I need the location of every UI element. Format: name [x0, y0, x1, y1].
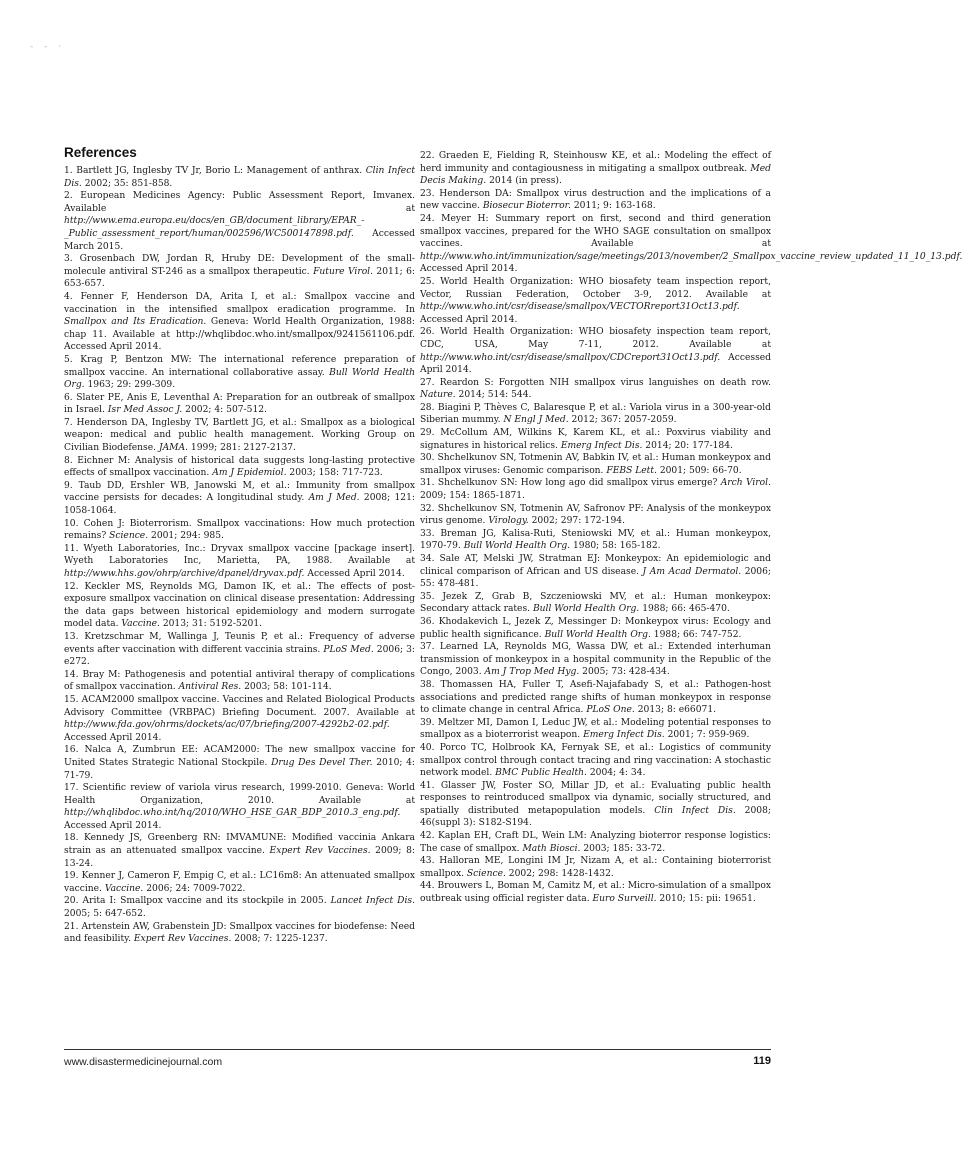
- reference-details: 2012; 367: 2057-2059.: [568, 415, 677, 426]
- scan-marks: - - ·: [30, 42, 66, 52]
- reference-source: FEBS Lett.: [606, 465, 657, 476]
- reference-text: 3. Grosenbach DW, Jordan R, Hruby DE: Development of the small-molecule antiviral ST-246 as a smallpox therapeutic.: [64, 254, 415, 277]
- references-heading: References: [64, 145, 137, 160]
- reference-details: 1988; 66: 747-752.: [650, 629, 742, 640]
- reference-text: 25. World Health Organization: WHO biosafety team inspection report, Vector, Russian Federation, October 3-9, 2012. Available at: [420, 276, 771, 300]
- reference-source: Emerg Infect Dis.: [560, 440, 643, 451]
- reference-text: 22. Graeden E, Fielding R, Steinhousw KE, et al.: Modeling the effect of herd immunity and contagiousness in mitigating a smallpox outbreak.: [420, 151, 771, 174]
- reference-source: Am J Epidemiol.: [212, 468, 287, 479]
- reference-text: 17. Scientific review of variola virus research, 1999-2010. Geneva: World Health Organization, 2010. Available at: [64, 783, 415, 806]
- reference-source: Med Decis Making.: [420, 163, 771, 187]
- reference-text: 30. Shchelkunov SN, Totmenin AV, Babkin IV, et al.: Human monkeypox and smallpox viruses: Genomic comparison.: [420, 453, 771, 476]
- reference-source: Bull World Health Org.: [463, 541, 571, 552]
- reference-entry: [64, 782, 415, 832]
- reference-text: 20. Arita I: Smallpox vaccine and its stockpile in 2005.: [64, 896, 331, 907]
- reference-text: 34. Sale AT, Melski JW, Stratman EJ: Monkeypox: An epidemiologic and clinical comparison of African and US disease.: [420, 554, 771, 577]
- reference-source: N Engl J Med.: [503, 415, 569, 426]
- reference-source: JAMA.: [158, 443, 189, 454]
- reference-source: http://www.who.int/immunization/sage/meetings/2013/november/2_Smallpox_vaccine_review_updated_11_10_13.pdf.: [420, 251, 962, 262]
- reference-text: 39. Meltzer MI, Damon I, Leduc JW, et al.: Modeling potential responses to smallpox as a bioterrorist weapon.: [420, 717, 771, 741]
- reference-details: 2002; 35: 851-858.: [81, 178, 173, 189]
- reference-source: Am J Trop Med Hyg.: [484, 667, 580, 678]
- reference-entry: [420, 553, 771, 591]
- reference-source: Virology.: [488, 516, 529, 527]
- reference-text: 32. Shchelkunov SN, Totmenin AV, Safronov PF: Analysis of the monkeypox virus genome.: [420, 503, 771, 527]
- reference-entry: [420, 150, 771, 188]
- reference-source: PLoS One.: [586, 705, 635, 716]
- reference-details: 2002; 297: 172-194.: [528, 516, 625, 527]
- reference-details: Accessed April 2014.: [420, 264, 518, 275]
- reference-entry: [420, 402, 771, 427]
- reference-text: 35. Jezek Z, Grab B, Szczeniowski MV, et al.: Human monkeypox: Secondary attack rates.: [420, 591, 771, 615]
- reference-details: 2003; 58: 101-114.: [241, 682, 332, 693]
- reference-details: Accessed March 2015.: [64, 228, 415, 252]
- reference-entry: [420, 503, 771, 528]
- reference-details: 2002; 298: 1428-1432.: [505, 868, 614, 879]
- reference-entry: [420, 452, 771, 477]
- reference-source: http://whqlibdoc.who.int/hq/2010/WHO_HSE_GAR_BDP_2010.3_eng.pdf.: [64, 808, 401, 819]
- reference-entry: [64, 832, 415, 870]
- reference-entry: [420, 213, 962, 276]
- reference-text: 27. Reardon S: Forgotten NIH smallpox virus languishes on death row.: [420, 377, 771, 388]
- reference-details: 1988; 66: 465-470.: [639, 604, 730, 615]
- reference-source: Euro Surveill.: [592, 894, 657, 905]
- reference-entry: [420, 780, 771, 830]
- reference-text: 42. Kaplan EH, Craft DL, Wein LM: Analyzing bioterror response logistics: The case of smallpox.: [420, 831, 771, 854]
- reference-text: 1. Bartlett JG, Inglesby TV Jr, Borio L: Management of anthrax.: [64, 166, 366, 176]
- reference-source: Vaccine.: [121, 619, 160, 630]
- reference-source: Clin Infect Dis.: [64, 166, 415, 189]
- reference-source: BMC Public Health.: [495, 768, 587, 779]
- reference-text: 21. Artenstein AW, Grabenstein JD: Smallpox vaccines for biodefense: Need and feasibility.: [64, 921, 415, 945]
- footer-divider: [64, 1049, 771, 1050]
- reference-text: 26. World Health Organization: WHO biosafety inspection team report, CDC, USA, May 7-11, 2012. Available at: [420, 327, 771, 350]
- reference-entry: [64, 518, 415, 543]
- reference-entry: [420, 528, 771, 553]
- reference-text: 5. Krag P, Bentzon MW: The international reference preparation of smallpox vaccine. An international collaborative assay.: [64, 354, 415, 378]
- reference-source: Expert Rev Vaccines.: [269, 846, 371, 857]
- reference-entry: [64, 253, 415, 291]
- reference-entry: [420, 880, 771, 905]
- reference-entry: [64, 291, 415, 354]
- reference-details: Accessed April 2014.: [64, 732, 162, 743]
- reference-entry: [64, 744, 415, 782]
- reference-source: http://www.hhs.gov/ohrp/archive/dpanel/dryvax.pdf.: [64, 569, 305, 579]
- reference-text: 16. Nalca A, Zumbrun EE: ACAM2000: The new smallpox vaccine for United States Strategic National Stockpile.: [64, 745, 415, 768]
- reference-text: 28. Biagini P, Thèves C, Balaresque P, et al.: Variola virus in a 300-year-old Siberian mummy.: [420, 402, 771, 426]
- reference-entry: [64, 543, 415, 581]
- reference-details: 2013; 31: 5192-5201.: [159, 619, 263, 630]
- reference-details: 1999; 281: 2127-2137.: [188, 443, 296, 454]
- reference-text: 31. Shchelkunov SN: How long ago did smallpox virus emerge?: [420, 478, 721, 489]
- reference-source: Bull World Health Org.: [544, 629, 651, 640]
- reference-source: Future Virol.: [313, 266, 374, 277]
- reference-entry: [420, 188, 771, 213]
- reference-text: 10. Cohen J: Bioterrorism. Smallpox vaccinations: How much protection remains?: [64, 518, 415, 542]
- reference-details: 2009; 154: 1865-1871.: [420, 491, 526, 502]
- reference-text: 14. Bray M: Pathogenesis and potential antiviral therapy of complications of smallpox vaccination.: [64, 669, 415, 693]
- reference-text: 29. McCollum AM, Wilkins K, Karem KL, et al.: Poxvirus viability and signatures in historical relics.: [420, 428, 771, 451]
- reference-details: 2006; 55: 478-481.: [420, 566, 771, 590]
- reference-entry: [420, 717, 771, 742]
- reference-text: 38. Thomassen HA, Fuller T, Asefi-Najafabady S, et al.: Pathogen-host associations and predicted range shifts of human monkeypox in response to climate change in central Africa.: [420, 679, 771, 716]
- reference-details: 2001; 7: 959-969.: [664, 730, 750, 741]
- reference-entry: [420, 641, 771, 679]
- reference-entry: [420, 855, 771, 880]
- reference-entry: [64, 895, 415, 920]
- reference-details: 2002; 4: 507-512.: [182, 405, 267, 416]
- reference-details: 2014; 514: 544.: [455, 390, 532, 401]
- reference-text: 15. ACAM2000 smallpox vaccine. Vaccines and Related Biological Products Advisory Committee (VRBPAC) Briefing Document. 2007. Available at: [64, 694, 415, 718]
- reference-entry: [64, 417, 415, 455]
- reference-details: 2005; 73: 428-434.: [579, 667, 670, 678]
- reference-details: 2003; 185: 33-72.: [580, 843, 666, 854]
- reference-text: 4. Fenner F, Henderson DA, Arita I, et al.: Smallpox vaccine and vaccination in the intensified smallpox eradication programme. In: [64, 291, 415, 315]
- reference-text: 13. Kretzschmar M, Wallinga J, Teunis P, et al.: Frequency of adverse events after vaccination with different vaccinia strains.: [64, 631, 415, 655]
- reference-text: 44. Brouwers L, Boman M, Camitz M, et al.: Micro-simulation of a smallpox outbreak using official register data.: [420, 881, 771, 905]
- reference-text: 6. Slater PE, Anis E, Leventhal A: Preparation for an outbreak of smallpox in Israel.: [64, 392, 415, 416]
- reference-text: 23. Henderson DA: Smallpox virus destruction and the implications of a new vaccine.: [420, 188, 771, 212]
- reference-entry: [420, 591, 771, 616]
- reference-entry: [420, 326, 771, 376]
- reference-details: 2001; 509: 66-70.: [656, 465, 742, 476]
- reference-details: Accessed April 2014.: [420, 314, 518, 325]
- reference-details: 2010; 4: 71-79.: [64, 757, 416, 781]
- reference-details: 1963; 29: 299-309.: [84, 380, 176, 391]
- reference-text: 8. Eichner M: Analysis of historical data suggests long-lasting protective effects of smallpox vaccination.: [64, 455, 415, 479]
- reference-source: Arch Virol.: [720, 478, 771, 489]
- reference-entry: [64, 921, 415, 946]
- reference-entry: [64, 480, 415, 518]
- reference-details: 2008; 121: 1058-1064.: [64, 493, 415, 517]
- reference-text: 7. Henderson DA, Inglesby TV, Bartlett JG, et al.: Smallpox as a biological weapon: medical and public health management. Working Group on Civilian Biodefense.: [64, 417, 415, 454]
- reference-text: 37. Learned LA, Reynolds MG, Wassa DW, et al.: Extended interhuman transmission of monkeypox in a hospital community in the Republic of the Congo, 2003.: [420, 642, 771, 678]
- reference-source: Nature.: [420, 390, 456, 401]
- reference-details: 2008; 7: 1225-1237.: [231, 934, 328, 945]
- reference-source: http://www.who.int/csr/disease/smallpox/CDCreport31Oct13.pdf.: [420, 352, 721, 363]
- reference-text: 12. Keckler MS, Reynolds MG, Damon IK, et al.: The effects of post-exposure smallpox vaccination on clinical disease presentation: Addressing the data gaps between historical epidemiology and modern surrogate model data.: [64, 581, 415, 630]
- reference-entry: [420, 477, 771, 502]
- reference-text: 9. Taub DD, Ershler WB, Janowski M, et al.: Immunity from smallpox vaccine persists for decades: A longitudinal study.: [64, 480, 415, 504]
- reference-source: http://www.fda.gov/ohrms/dockets/ac/07/briefing/2007-4292b2-02.pdf.: [64, 720, 390, 731]
- reference-entry: [64, 694, 415, 744]
- reference-details: 2014; 20: 177-184.: [642, 440, 733, 451]
- reference-details: 2006; 3: e272.: [64, 644, 415, 668]
- reference-source: Science.: [109, 531, 149, 542]
- reference-source: Bull World Health Org.: [64, 367, 416, 391]
- reference-details: 2010; 15: pii: 19651.: [656, 894, 756, 905]
- reference-entry: [64, 165, 415, 190]
- reference-details: 2009; 8: 13-24.: [64, 846, 415, 869]
- reference-entry: [420, 679, 771, 717]
- reference-source: PLoS Med.: [323, 644, 374, 655]
- reference-details: 2001; 294: 985.: [148, 531, 224, 542]
- reference-source: Lancet Infect Dis.: [330, 896, 415, 907]
- reference-entry: [64, 581, 415, 631]
- reference-source: Emerg Infect Dis.: [583, 730, 665, 741]
- reference-details: 2011; 9: 163-168.: [570, 201, 656, 212]
- reference-details: Accessed April 2014.: [304, 569, 405, 579]
- reference-entry: [420, 427, 771, 452]
- references-left-column: [64, 165, 415, 946]
- reference-source: Smallpox and Its Eradication.: [64, 317, 207, 328]
- reference-text: 36. Khodakevich L, Jezek Z, Messinger D: Monkeypox virus: Ecology and public health significance.: [420, 616, 771, 640]
- reference-details: Geneva: World Health Organization, 1988: chap 11. Available at http://whqlibdoc.who.int/smallpox/9241561106.pdf. Accessed April 2014.: [64, 317, 415, 353]
- reference-entry: [420, 830, 771, 855]
- reference-source: Clin Infect Dis.: [654, 805, 736, 816]
- reference-source: Math Biosci.: [522, 843, 581, 854]
- reference-entry: [420, 377, 771, 402]
- reference-source: Science.: [466, 868, 506, 879]
- reference-details: 2003; 158: 717-723.: [286, 468, 383, 479]
- reference-source: Vaccine.: [104, 883, 144, 894]
- reference-details: 2014 (in press).: [486, 176, 562, 187]
- reference-text: 11. Wyeth Laboratories, Inc.: Dryvax smallpox vaccine [package insert]. Wyeth Laboratories Inc, Marietta, PA, 1988. Available at: [64, 543, 415, 567]
- reference-text: 19. Kenner J, Cameron F, Empig C, et al.: LC16m8: An attenuated smallpox vaccine.: [64, 871, 415, 894]
- references-right-column: [420, 150, 962, 906]
- reference-entry: [64, 190, 415, 253]
- reference-text: 33. Breman JG, Kalisa-Ruti, Steniowski MV, et al.: Human monkeypox, 1970-79.: [420, 528, 771, 552]
- reference-details: 2013; 8: e66071.: [634, 705, 717, 716]
- reference-text: 41. Glasser JW, Foster SO, Millar JD, et al.: Evaluating public health responses to reintroduced smallpox via dynamic, socially structured, and spatially distributed metapopulation models.: [420, 780, 771, 816]
- reference-details: 2005; 5: 647-652.: [64, 909, 146, 920]
- reference-source: http://www.who.int/csr/disease/smallpox/VECTORreport31Oct13.pdf.: [420, 302, 740, 313]
- reference-source: Antiviral Res.: [178, 682, 242, 693]
- reference-details: Accessed April 2014.: [64, 820, 162, 831]
- reference-text: 24. Meyer H: Summary report on first, second and third generation smallpox vaccines, prepared for the WHO SAGE consultation on smallpox vaccines. Available at: [420, 213, 771, 250]
- reference-entry: [420, 276, 771, 326]
- reference-entry: [64, 870, 415, 895]
- footer-journal-url: www.disastermedicinejournal.com: [64, 1056, 223, 1068]
- reference-entry: [64, 669, 415, 694]
- reference-entry: [64, 392, 415, 417]
- page-number: 119: [753, 1055, 771, 1067]
- reference-source: Biosecur Bioterror.: [482, 201, 571, 212]
- reference-entry: [420, 616, 771, 641]
- reference-entry: [420, 742, 771, 780]
- reference-details: 2004; 4: 34.: [586, 768, 646, 779]
- reference-source: Am J Med.: [308, 493, 360, 504]
- reference-source: J Am Acad Dermatol.: [642, 566, 742, 577]
- reference-entry: [64, 455, 415, 480]
- reference-details: 2011; 6: 653-657.: [64, 266, 415, 290]
- reference-details: 2008; 46(suppl 3): S182-S194.: [420, 805, 771, 829]
- reference-source: http://www.ema.europa.eu/docs/en_GB/document_library/EPAR_-_Public_assessment_report/human/002596/WC500147898.pdf.: [64, 216, 365, 239]
- reference-details: 1980; 58: 165-182.: [570, 541, 661, 552]
- reference-text: 18. Kennedy JS, Greenberg RN: IMVAMUNE: Modified vaccinia Ankara strain as an attenuated smallpox vaccine.: [64, 833, 415, 857]
- reference-text: 40. Porco TC, Holbrook KA, Fernyak SE, et al.: Logistics of community smallpox control through contact tracing and ring vaccination: A stochastic network model.: [420, 742, 771, 779]
- reference-source: Expert Rev Vaccines.: [133, 934, 232, 945]
- reference-text: 2. European Medicines Agency: Public Assessment Report, Imvanex. Available at: [64, 191, 415, 214]
- reference-source: Drug Des Devel Ther.: [271, 757, 373, 768]
- reference-entry: [64, 631, 415, 669]
- reference-source: Isr Med Assoc J.: [107, 405, 183, 416]
- reference-details: Accessed April 2014.: [420, 352, 771, 376]
- reference-text: 43. Halloran ME, Longini IM Jr, Nizam A, et al.: Containing bioterrorist smallpox.: [420, 856, 771, 879]
- reference-details: 2006; 24: 7009-7022.: [143, 883, 246, 894]
- reference-source: Bull World Health Org.: [532, 604, 640, 615]
- reference-entry: [64, 354, 415, 392]
